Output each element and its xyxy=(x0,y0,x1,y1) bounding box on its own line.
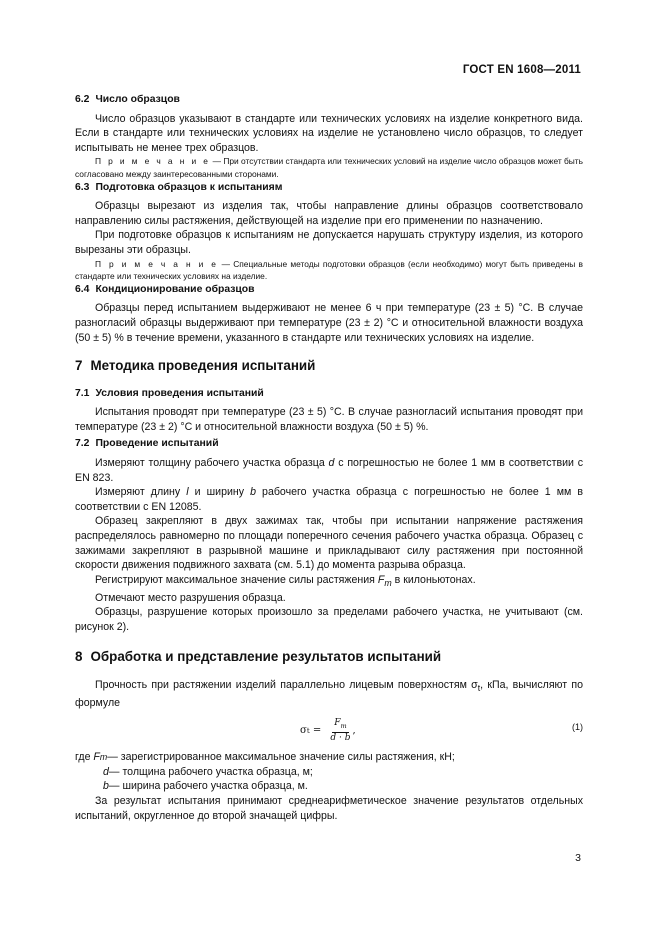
paragraph: Образцы, разрушение которых произошло за пределами рабочего участка, не учитывают (см. рисунок 2). xyxy=(75,606,583,633)
paragraph: Образцы вырезают из изделия так, чтобы направление длины образцов соответствовало направлению силы растяжения, действующей на изделие при его применении по назначению. xyxy=(75,200,583,227)
subsection-number: 7.2 xyxy=(75,438,90,450)
text-run: Регистрируют максимальное значение силы растяжения xyxy=(95,573,378,586)
subsection-heading-6-2 xyxy=(75,93,583,108)
text-run: , кПа, вычисляют по формуле xyxy=(75,678,583,709)
subsection-heading-6-3 xyxy=(75,181,583,196)
subsection-heading-7-1 xyxy=(75,387,583,402)
subsection-heading-6-4 xyxy=(75,283,583,298)
paragraph xyxy=(75,573,583,591)
text-run: в килоньютонах. xyxy=(391,573,476,586)
paragraph: Образец закрепляют в двух зажимах так, чтобы при испытании напряжение растяжения распределялось равномерно по площади поперечного сечения рабочего участка образца. Образец с зажимами закрепляют в разрывной машине и прикладывают силу растяжения при постоянной скорости движения подвижного захвата (см. 5.1) до момента разрыва образца. xyxy=(75,515,583,572)
note-label: П р и м е ч а н и е xyxy=(95,156,211,167)
equation-number: (1) xyxy=(572,722,583,733)
where-subscript: m xyxy=(99,752,108,763)
where-label: где xyxy=(75,751,94,764)
paragraph: Отмечают место разрушения образца. xyxy=(95,591,286,604)
section-heading-7 xyxy=(75,359,583,374)
sigma-subscript: t xyxy=(477,683,481,693)
note xyxy=(75,258,583,283)
where-symbol: b xyxy=(103,780,109,793)
text-run: и ширину xyxy=(188,486,251,499)
page-content xyxy=(75,93,583,823)
subsection-title: Условия проведения испытаний xyxy=(95,387,264,399)
where-symbol: d xyxy=(103,765,109,778)
where-text: — зарегистрированное максимальное значение силы растяжения, кН; xyxy=(107,751,455,764)
where-item xyxy=(75,765,583,780)
variable-f: F xyxy=(377,573,385,586)
note-label: П р и м е ч а н и е xyxy=(95,258,219,269)
section-title: Методика проведения испытаний xyxy=(90,358,316,374)
page-number: 3 xyxy=(575,852,581,864)
note-text: — При отсутствии стандарта или технических условий на изделие число образцов может быть согласовано между заинтересованными сторонами. xyxy=(75,156,583,179)
numerator-symbol: F xyxy=(334,718,341,729)
formula-lhs: σ xyxy=(300,724,307,736)
text-run: с погрешностью не более 1 мм в соответствии с EN 823. xyxy=(75,457,583,484)
where-item xyxy=(75,779,583,794)
paragraph: За результат испытания принимают среднеарифметическое значение результатов отдельных испытаний, округленное до второй значащей цифры. xyxy=(75,794,583,822)
paragraph xyxy=(75,485,583,514)
where-text: — толщина рабочего участка образца, м; xyxy=(108,765,313,778)
variable-d: d xyxy=(328,457,335,470)
subsection-number: 6.2 xyxy=(75,94,90,105)
formula-denominator: d · b xyxy=(330,732,351,743)
numerator-subscript: m xyxy=(340,721,347,730)
subsection-number: 7.1 xyxy=(75,387,90,399)
subsection-title: Проведение испытаний xyxy=(95,438,219,450)
note xyxy=(75,155,583,180)
variable-l: l xyxy=(186,486,189,499)
subsection-heading-7-2 xyxy=(75,437,583,452)
paragraph: Испытания проводят при температуре (23 ± 5) °С. В случае разногласий испытания проводят при температуре (23 ± 2) °С и относительной влажности воздуха (50 ± 5) %. xyxy=(75,406,583,433)
paragraph: При подготовке образцов к испытаниям не допускается нарушать структуру изделия, из которого вырезаны эти образцы. xyxy=(75,229,583,256)
subsection-title: Число образцов xyxy=(95,94,180,105)
subsection-title: Подготовка образцов к испытаниям xyxy=(95,181,283,193)
formula-fraction xyxy=(328,718,352,744)
subsection-title: Кондиционирование образцов xyxy=(95,283,255,295)
text-run: рабочего участка образца с погрешностью не более 1 мм в соответствии с EN 12085. xyxy=(75,486,583,513)
where-symbol: F xyxy=(93,751,100,764)
paragraph xyxy=(75,678,583,710)
section-title: Обработка и представление результатов испытаний xyxy=(90,649,442,665)
text-run: Измеряют толщину рабочего участка образца xyxy=(95,457,329,470)
subsection-number: 6.4 xyxy=(75,283,90,295)
paragraph: Число образцов указывают в стандарте или технических условиях на изделие конкретного вида. Если в стандарте или технических условиях на изделие не установлено число образцов, то следует испытывать не менее трех образцов. xyxy=(75,112,583,154)
section-heading-8 xyxy=(75,650,583,665)
formula xyxy=(300,718,356,744)
where-list xyxy=(75,750,583,794)
subsection-number: 6.3 xyxy=(75,181,90,193)
paragraph xyxy=(75,456,583,485)
text-run: Измеряют длину xyxy=(95,486,187,499)
section-number: 8 xyxy=(75,649,83,665)
section-number: 7 xyxy=(75,358,83,374)
note-text: — Специальные методы подготовки образцов (если необходимо) могут быть приведены в стандарте или технических условиях на изделие. xyxy=(75,258,583,282)
standard-number: ГОСТ EN 1608—2011 xyxy=(462,64,581,76)
formula-equals: = xyxy=(309,724,325,736)
formula-block xyxy=(75,716,583,746)
where-text: — ширина рабочего участка образца, м. xyxy=(108,780,308,793)
variable-subscript: m xyxy=(384,577,392,588)
variable-b: b xyxy=(250,486,256,499)
where-item xyxy=(75,750,583,765)
formula-tail: , xyxy=(352,724,356,736)
paragraph: Образцы перед испытанием выдерживают не менее 6 ч при температуре (23 ± 5) °С. В случае разногласий образцы выдерживают при температуре (23 ± 2) °С и относительной влажности воздуха (50 ± 5) % в течение времени, указанного в стандарте или технических условиях на изделие. xyxy=(75,302,583,344)
formula-lhs-subscript: t xyxy=(306,726,310,735)
formula-numerator xyxy=(332,718,348,733)
text-run: Прочность при растяжении изделий параллельно лицевым поверхностям σ xyxy=(95,678,478,691)
